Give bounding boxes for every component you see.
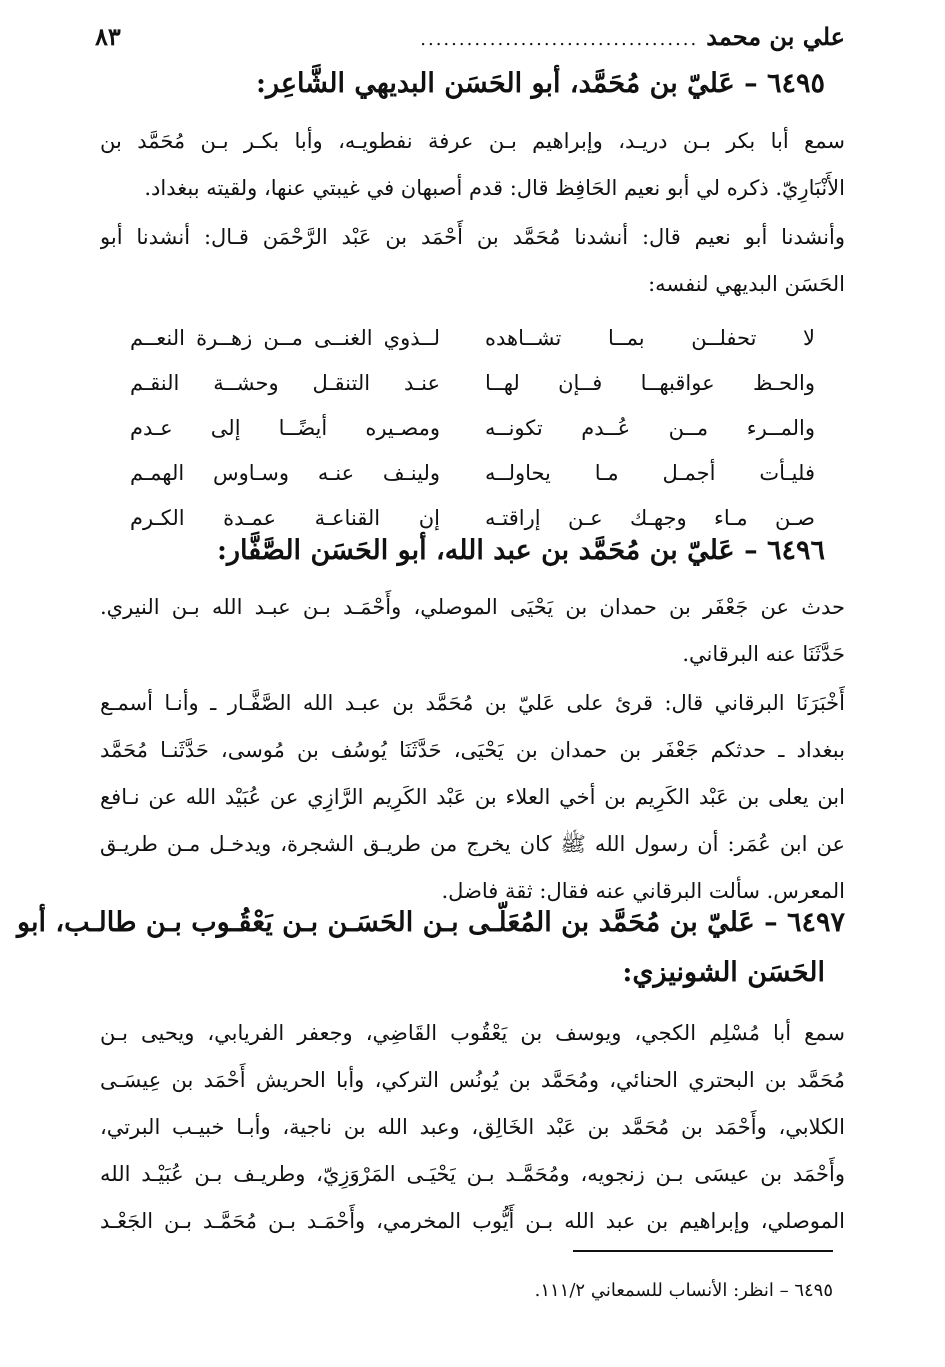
entry-heading-6495: ٦٤٩٥ – عَليّ بن مُحَمَّد، أبو الحَسَن البديهي الشَّاعِر:	[255, 68, 825, 99]
text-line: الحَسَن البديهي لنفسه:	[648, 272, 845, 296]
poem-verse	[130, 315, 815, 360]
text-line: الموصلي، وإبراهيم بن عبد الله بـن أَيُّوب المخرمي، وأَحْمَـد بـن مُحَمَّـد بـن الجَعْـد	[100, 1209, 845, 1233]
verse-second-hemistich: ومصـيره أيضًــا إلى عـدم	[130, 415, 440, 440]
text-line: عن ابن عُمَر: أن رسول الله ﷺ كان يخرج من طريـق الشجرة، ويدخـل مـن طريـق	[100, 832, 845, 856]
text-line: المعرس. سألت البرقاني عنه فقال: ثقة فاضل.	[441, 879, 845, 903]
text-line: وأنشدنا أبو نعيم قال: أنشدنا مُحَمَّد بن أَحْمَد بن عَبْد الرَّحْمَن قـال: أنشدنا أبو	[100, 225, 845, 249]
verse-first-hemistich: والمــرء مــن عُــدم تكونــه	[485, 415, 815, 440]
entry-heading-6497-line-1: ٦٤٩٧ – عَليّ بن مُحَمَّد بن المُعَلّـى بـن الحَسَـن بـن يَعْقُـوب بـن طالـب، أبو	[17, 907, 845, 938]
text-line: ببغداد ـ حدثكم جَعْفَر بن حمدان بن يَحْيَى، حَدَّثَنَا يُوسُف بن مُوسى، حَدَّثَنـا مُحَمَّد	[100, 738, 845, 762]
text-line: الكلابي، وأَحْمَد بن مُحَمَّد بن عَبْد الخَالِق، وعبد الله بن ناجية، وأبـا خبيـب البرتي،	[100, 1115, 845, 1139]
running-title: علي بن محمد	[706, 22, 845, 51]
entry-6495-paragraph-1	[100, 118, 845, 212]
poem	[130, 315, 815, 540]
text-line: سمع أبا مُسْلِم الكجي، ويوسف بن يَعْقُوب القَاضِي، وجعفر الفريابي، ويحيى بـن	[100, 1021, 845, 1045]
entry-6497-paragraph-1	[100, 1010, 845, 1245]
verse-second-hemistich: عنـد التنقـل وحشــة النقـم	[130, 370, 440, 395]
entry-6496-paragraph-2	[100, 680, 845, 915]
poem-verse	[130, 450, 815, 495]
entry-heading-6497-line-2: الحَسَن الشونيزي:	[622, 957, 825, 988]
verse-first-hemistich: والحـظ عواقبهــا فــإن لهــا	[485, 370, 815, 395]
footnote: ٦٤٩٥ – انظر: الأنساب للسمعاني ١١١/٢.	[534, 1280, 833, 1301]
entry-6496-paragraph-1	[100, 584, 845, 678]
text-line: وأَحْمَد بن عيسَى بـن زنجويه، ومُحَمَّـد بـن يَحْيَـى المَرْوَزِيّ، وطريـف بـن عُبَيْـد الله	[100, 1162, 845, 1186]
verse-second-hemistich: ولينـف عنـه وسـاوس الهمـم	[130, 460, 440, 485]
text-line: الأَنْبَارِيّ. ذكره لي أبو نعيم الحَافِظ قال: قدم أصبهان في غيبتي عنها، ولقيته ببغداد.	[144, 176, 845, 200]
footnote-separator	[573, 1250, 833, 1252]
verse-first-hemistich: فليـأت أجمـل مـا يحاولــه	[485, 460, 815, 485]
poem-verse	[130, 405, 815, 450]
running-header	[95, 22, 845, 51]
leader-dots: ....................................	[420, 29, 699, 50]
text-line: حدث عن جَعْفَر بن حمدان بن يَحْيَى الموصلي، وأَحْمَـد بـن عبـد الله بـن النيري.	[100, 595, 845, 619]
page-number: ٨٣	[95, 22, 121, 51]
entry-heading-6496: ٦٤٩٦ – عَليّ بن مُحَمَّد بن عبد الله، أبو الحَسَن الصَّفَّار:	[217, 535, 825, 566]
verse-first-hemistich: صـن مـاء وجهـك عـن إراقتـه	[485, 505, 815, 530]
text-line: أَخْبَرَنَا البرقاني قال: قرئ على عَليّ بن مُحَمَّد بن عبـد الله الصَّفَّـار ـ وأنـا أسمـع	[100, 691, 845, 715]
text-line: مُحَمَّد بن البحتري الحنائي، ومُحَمَّد بن يُونُس التركي، وأبا الحريش أَحْمَد بن عِيسَـى	[100, 1068, 845, 1092]
text-line: سمع أبا بكر بـن دريـد، وإبراهيم بـن عرفة نفطويـه، وأبا بكـر بـن مُحَمَّد بن	[100, 129, 845, 153]
text-line: حَدَّثَنَا عنه البرقاني.	[682, 642, 845, 666]
verse-second-hemistich: إن القناعـة عمـدة الكـرم	[130, 505, 440, 530]
text-line: ابن يعلى بن عَبْد الكَرِيم بن أخي العلاء بن عَبْد الكَرِيم الرَّازِي عن عُبَيْد الله عن نـافع	[100, 785, 845, 809]
entry-6495-paragraph-2	[100, 214, 845, 308]
verse-second-hemistich: لــذوي الغنــى مــن زهــرة النعــم	[130, 325, 440, 350]
verse-first-hemistich: لا تحفلــن بمــا تشــاهده	[485, 325, 815, 350]
poem-verse	[130, 360, 815, 405]
